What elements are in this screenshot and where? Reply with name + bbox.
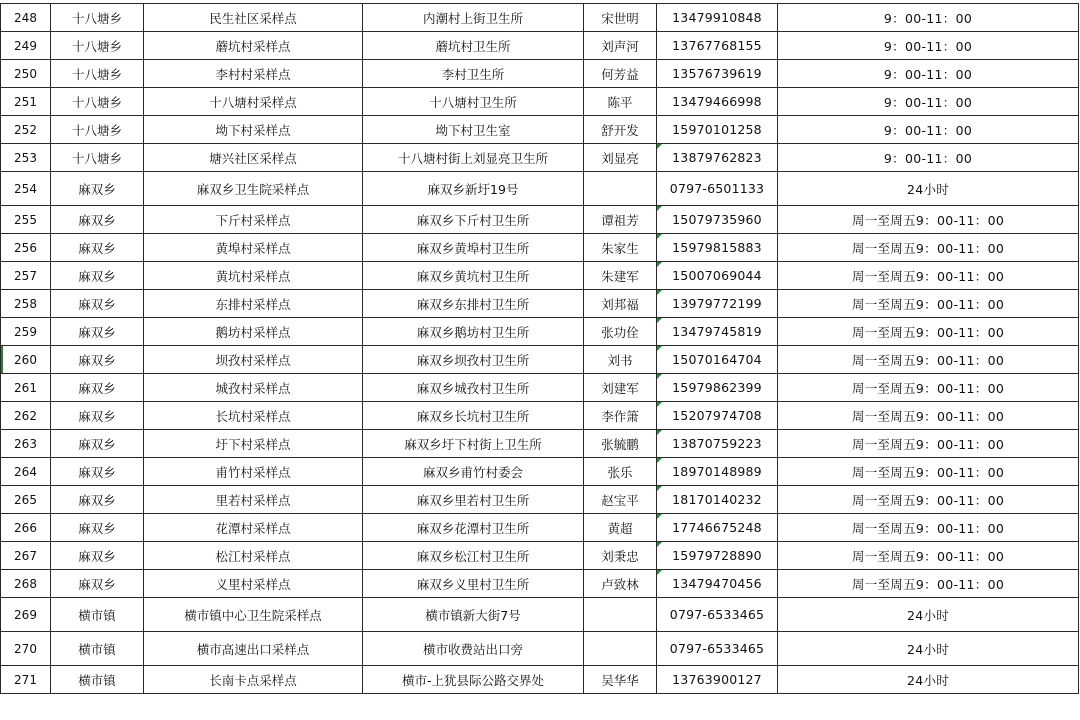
cell-sampling-site[interactable]: 李村村采样点 <box>144 60 363 88</box>
cell-hours[interactable]: 周一至周五9：00-11：00 <box>778 458 1079 486</box>
cell-number[interactable]: 262 <box>1 402 51 430</box>
table-row[interactable] <box>1 234 1079 262</box>
table-body <box>1 4 1079 694</box>
cell-contact[interactable]: 谭祖芳 <box>584 206 657 234</box>
cell-township[interactable]: 麻双乡 <box>51 458 144 486</box>
table-row[interactable] <box>1 374 1079 402</box>
cell-contact[interactable]: 张功佺 <box>584 318 657 346</box>
cell-sampling-site[interactable]: 十八塘村采样点 <box>144 88 363 116</box>
cell-hours[interactable]: 周一至周五9：00-11：00 <box>778 262 1079 290</box>
cell-sampling-site[interactable]: 民生社区采样点 <box>144 4 363 32</box>
cell-contact[interactable]: 何芳益 <box>584 60 657 88</box>
cell-number[interactable]: 248 <box>1 4 51 32</box>
cell-number[interactable]: 266 <box>1 514 51 542</box>
table-row[interactable] <box>1 570 1079 598</box>
cell-hours[interactable]: 9：00-11：00 <box>778 32 1079 60</box>
table-row[interactable] <box>1 4 1079 32</box>
table-row[interactable] <box>1 88 1079 116</box>
cell-hours[interactable]: 周一至周五9：00-11：00 <box>778 570 1079 598</box>
cell-township[interactable]: 麻双乡 <box>51 290 144 318</box>
cell-number[interactable]: 254 <box>1 172 51 206</box>
cell-contact[interactable] <box>584 598 657 632</box>
cell-address[interactable]: 麻双乡松江村卫生所 <box>363 542 584 570</box>
cell-township[interactable]: 麻双乡 <box>51 206 144 234</box>
cell-number[interactable]: 271 <box>1 666 51 694</box>
cell-hours[interactable]: 24小时 <box>778 172 1079 206</box>
cell-address[interactable]: 麻双乡里若村卫生所 <box>363 486 584 514</box>
table-row[interactable] <box>1 32 1079 60</box>
cell-address[interactable]: 坳下村卫生室 <box>363 116 584 144</box>
cell-phone[interactable]: 15979862399 <box>657 374 778 402</box>
cell-hours[interactable]: 周一至周五9：00-11：00 <box>778 374 1079 402</box>
cell-phone[interactable]: 15970101258 <box>657 116 778 144</box>
cell-sampling-site[interactable]: 松江村采样点 <box>144 542 363 570</box>
cell-address[interactable]: 麻双乡下斤村卫生所 <box>363 206 584 234</box>
cell-phone[interactable]: 18170140232 <box>657 486 778 514</box>
cell-hours[interactable]: 9：00-11：00 <box>778 88 1079 116</box>
cell-phone[interactable]: 15979728890 <box>657 542 778 570</box>
cell-contact[interactable]: 赵宝平 <box>584 486 657 514</box>
table-row[interactable] <box>1 144 1079 172</box>
cell-hours[interactable]: 9：00-11：00 <box>778 116 1079 144</box>
cell-contact[interactable]: 刘邦福 <box>584 290 657 318</box>
cell-township[interactable]: 横市镇 <box>51 598 144 632</box>
cell-township[interactable]: 十八塘乡 <box>51 4 144 32</box>
cell-number[interactable]: 270 <box>1 632 51 666</box>
cell-hours[interactable]: 24小时 <box>778 598 1079 632</box>
cell-contact[interactable]: 张毓鹏 <box>584 430 657 458</box>
cell-township[interactable]: 麻双乡 <box>51 570 144 598</box>
cell-address[interactable]: 内潮村上街卫生所 <box>363 4 584 32</box>
cell-address[interactable]: 横市-上犹县际公路交界处 <box>363 666 584 694</box>
cell-contact[interactable] <box>584 632 657 666</box>
cell-contact[interactable]: 朱建军 <box>584 262 657 290</box>
cell-contact[interactable]: 刘声河 <box>584 32 657 60</box>
cell-phone[interactable]: 0797-6533465 <box>657 598 778 632</box>
cell-sampling-site[interactable]: 塘兴社区采样点 <box>144 144 363 172</box>
cell-sampling-site[interactable]: 义里村采样点 <box>144 570 363 598</box>
cell-sampling-site[interactable]: 下斤村采样点 <box>144 206 363 234</box>
cell-address[interactable]: 麻双乡黄埠村卫生所 <box>363 234 584 262</box>
cell-hours[interactable]: 周一至周五9：00-11：00 <box>778 514 1079 542</box>
cell-phone[interactable]: 13479910848 <box>657 4 778 32</box>
cell-address[interactable]: 蘑坑村卫生所 <box>363 32 584 60</box>
cell-contact[interactable]: 黄超 <box>584 514 657 542</box>
cell-number[interactable]: 261 <box>1 374 51 402</box>
table-row[interactable] <box>1 666 1079 694</box>
cell-contact[interactable]: 刘秉忠 <box>584 542 657 570</box>
cell-phone[interactable]: 13479470456 <box>657 570 778 598</box>
cell-number[interactable]: 257 <box>1 262 51 290</box>
cell-sampling-site[interactable]: 城孜村采样点 <box>144 374 363 402</box>
cell-township[interactable]: 麻双乡 <box>51 430 144 458</box>
cell-sampling-site[interactable]: 横市镇中心卫生院采样点 <box>144 598 363 632</box>
cell-sampling-site[interactable]: 麻双乡卫生院采样点 <box>144 172 363 206</box>
cell-address[interactable]: 李村卫生所 <box>363 60 584 88</box>
cell-sampling-site[interactable]: 黄坑村采样点 <box>144 262 363 290</box>
cell-sampling-site[interactable]: 花潭村采样点 <box>144 514 363 542</box>
cell-number[interactable]: 253 <box>1 144 51 172</box>
table-row[interactable] <box>1 598 1079 632</box>
table-row[interactable] <box>1 346 1079 374</box>
cell-sampling-site[interactable]: 长南卡点采样点 <box>144 666 363 694</box>
cell-number[interactable]: 260 <box>1 346 51 374</box>
table-row[interactable] <box>1 458 1079 486</box>
cell-sampling-site[interactable]: 坝孜村采样点 <box>144 346 363 374</box>
cell-contact[interactable]: 朱家生 <box>584 234 657 262</box>
cell-phone[interactable]: 15007069044 <box>657 262 778 290</box>
cell-sampling-site[interactable]: 黄埠村采样点 <box>144 234 363 262</box>
cell-hours[interactable]: 周一至周五9：00-11：00 <box>778 430 1079 458</box>
cell-address[interactable]: 麻双乡花潭村卫生所 <box>363 514 584 542</box>
cell-phone[interactable]: 13763900127 <box>657 666 778 694</box>
cell-hours[interactable]: 24小时 <box>778 632 1079 666</box>
cell-sampling-site[interactable]: 坳下村采样点 <box>144 116 363 144</box>
cell-sampling-site[interactable]: 圩下村采样点 <box>144 430 363 458</box>
cell-address[interactable]: 十八塘村街上刘显亮卫生所 <box>363 144 584 172</box>
cell-township[interactable]: 麻双乡 <box>51 542 144 570</box>
cell-phone[interactable]: 0797-6533465 <box>657 632 778 666</box>
cell-address[interactable]: 麻双乡鹅坊村卫生所 <box>363 318 584 346</box>
cell-number[interactable]: 256 <box>1 234 51 262</box>
cell-contact[interactable]: 卢致林 <box>584 570 657 598</box>
cell-sampling-site[interactable]: 甫竹村采样点 <box>144 458 363 486</box>
table-row[interactable] <box>1 430 1079 458</box>
cell-address[interactable]: 麻双乡义里村卫生所 <box>363 570 584 598</box>
table-row[interactable] <box>1 116 1079 144</box>
table-row[interactable] <box>1 60 1079 88</box>
sampling-site-table <box>0 3 1079 694</box>
cell-contact[interactable]: 刘建军 <box>584 374 657 402</box>
table-row[interactable] <box>1 486 1079 514</box>
cell-contact[interactable]: 刘显亮 <box>584 144 657 172</box>
cell-contact[interactable]: 宋世明 <box>584 4 657 32</box>
cell-phone[interactable]: 18970148989 <box>657 458 778 486</box>
cell-phone[interactable]: 17746675248 <box>657 514 778 542</box>
cell-township[interactable]: 麻双乡 <box>51 514 144 542</box>
cell-sampling-site[interactable]: 鹅坊村采样点 <box>144 318 363 346</box>
cell-contact[interactable] <box>584 172 657 206</box>
cell-number[interactable]: 251 <box>1 88 51 116</box>
cell-hours[interactable]: 周一至周五9：00-11：00 <box>778 290 1079 318</box>
cell-hours[interactable]: 9：00-11：00 <box>778 60 1079 88</box>
cell-township[interactable]: 麻双乡 <box>51 486 144 514</box>
cell-number[interactable]: 255 <box>1 206 51 234</box>
cell-township[interactable]: 麻双乡 <box>51 318 144 346</box>
table-row[interactable] <box>1 206 1079 234</box>
cell-number[interactable]: 265 <box>1 486 51 514</box>
cell-number[interactable]: 249 <box>1 32 51 60</box>
cell-number[interactable]: 263 <box>1 430 51 458</box>
cell-address[interactable]: 麻双乡新圩19号 <box>363 172 584 206</box>
cell-township[interactable]: 麻双乡 <box>51 172 144 206</box>
cell-address[interactable]: 麻双乡东排村卫生所 <box>363 290 584 318</box>
cell-phone[interactable]: 15079735960 <box>657 206 778 234</box>
cell-address[interactable]: 麻双乡长坑村卫生所 <box>363 402 584 430</box>
cell-phone[interactable]: 13879762823 <box>657 144 778 172</box>
table-row[interactable] <box>1 632 1079 666</box>
cell-hours[interactable]: 9：00-11：00 <box>778 4 1079 32</box>
cell-township[interactable]: 麻双乡 <box>51 402 144 430</box>
cell-township[interactable]: 十八塘乡 <box>51 144 144 172</box>
cell-township[interactable]: 横市镇 <box>51 632 144 666</box>
cell-contact[interactable]: 陈平 <box>584 88 657 116</box>
cell-address[interactable]: 麻双乡圩下村街上卫生所 <box>363 430 584 458</box>
cell-contact[interactable]: 吴华华 <box>584 666 657 694</box>
cell-hours[interactable]: 周一至周五9：00-11：00 <box>778 206 1079 234</box>
cell-phone[interactable]: 13479745819 <box>657 318 778 346</box>
cell-address[interactable]: 十八塘村卫生所 <box>363 88 584 116</box>
cell-hours[interactable]: 周一至周五9：00-11：00 <box>778 318 1079 346</box>
cell-phone[interactable]: 13767768155 <box>657 32 778 60</box>
cell-number[interactable]: 268 <box>1 570 51 598</box>
cell-township[interactable]: 麻双乡 <box>51 262 144 290</box>
cell-contact[interactable]: 张乐 <box>584 458 657 486</box>
cell-number[interactable]: 258 <box>1 290 51 318</box>
cell-contact[interactable]: 舒开发 <box>584 116 657 144</box>
cell-address[interactable]: 麻双乡黄坑村卫生所 <box>363 262 584 290</box>
cell-hours[interactable]: 9：00-11：00 <box>778 144 1079 172</box>
cell-township[interactable]: 十八塘乡 <box>51 60 144 88</box>
cell-phone[interactable]: 15070164704 <box>657 346 778 374</box>
cell-hours[interactable]: 周一至周五9：00-11：00 <box>778 486 1079 514</box>
table-row[interactable] <box>1 514 1079 542</box>
cell-township[interactable]: 十八塘乡 <box>51 32 144 60</box>
cell-phone[interactable]: 13979772199 <box>657 290 778 318</box>
cell-sampling-site[interactable]: 里若村采样点 <box>144 486 363 514</box>
cell-phone[interactable]: 0797-6501133 <box>657 172 778 206</box>
table-row[interactable] <box>1 290 1079 318</box>
cell-hours[interactable]: 周一至周五9：00-11：00 <box>778 234 1079 262</box>
cell-sampling-site[interactable]: 长坑村采样点 <box>144 402 363 430</box>
cell-address[interactable]: 麻双乡甫竹村委会 <box>363 458 584 486</box>
cell-contact[interactable]: 刘书 <box>584 346 657 374</box>
cell-township[interactable]: 横市镇 <box>51 666 144 694</box>
cell-number[interactable]: 259 <box>1 318 51 346</box>
cell-hours[interactable]: 24小时 <box>778 666 1079 694</box>
table-row[interactable] <box>1 262 1079 290</box>
cell-township[interactable]: 麻双乡 <box>51 234 144 262</box>
cell-hours[interactable]: 周一至周五9：00-11：00 <box>778 542 1079 570</box>
cell-phone[interactable]: 13870759223 <box>657 430 778 458</box>
cell-township[interactable]: 十八塘乡 <box>51 88 144 116</box>
table-row[interactable] <box>1 402 1079 430</box>
cell-phone[interactable]: 15979815883 <box>657 234 778 262</box>
cell-township[interactable]: 十八塘乡 <box>51 116 144 144</box>
cell-township[interactable]: 麻双乡 <box>51 374 144 402</box>
cell-number[interactable]: 269 <box>1 598 51 632</box>
cell-phone[interactable]: 15207974708 <box>657 402 778 430</box>
cell-address[interactable]: 麻双乡城孜村卫生所 <box>363 374 584 402</box>
cell-hours[interactable]: 周一至周五9：00-11：00 <box>778 402 1079 430</box>
cell-phone[interactable]: 13576739619 <box>657 60 778 88</box>
cell-contact[interactable]: 李作箫 <box>584 402 657 430</box>
cell-number[interactable]: 250 <box>1 60 51 88</box>
cell-number[interactable]: 264 <box>1 458 51 486</box>
cell-address[interactable]: 横市收费站出口旁 <box>363 632 584 666</box>
cell-address[interactable]: 横市镇新大街7号 <box>363 598 584 632</box>
cell-sampling-site[interactable]: 东排村采样点 <box>144 290 363 318</box>
cell-number[interactable]: 252 <box>1 116 51 144</box>
cell-sampling-site[interactable]: 蘑坑村采样点 <box>144 32 363 60</box>
cell-hours[interactable]: 周一至周五9：00-11：00 <box>778 346 1079 374</box>
table-row[interactable] <box>1 172 1079 206</box>
table-row[interactable] <box>1 542 1079 570</box>
table-row[interactable] <box>1 318 1079 346</box>
cell-sampling-site[interactable]: 横市高速出口采样点 <box>144 632 363 666</box>
cell-phone[interactable]: 13479466998 <box>657 88 778 116</box>
cell-township[interactable]: 麻双乡 <box>51 346 144 374</box>
cell-address[interactable]: 麻双乡坝孜村卫生所 <box>363 346 584 374</box>
cell-number[interactable]: 267 <box>1 542 51 570</box>
